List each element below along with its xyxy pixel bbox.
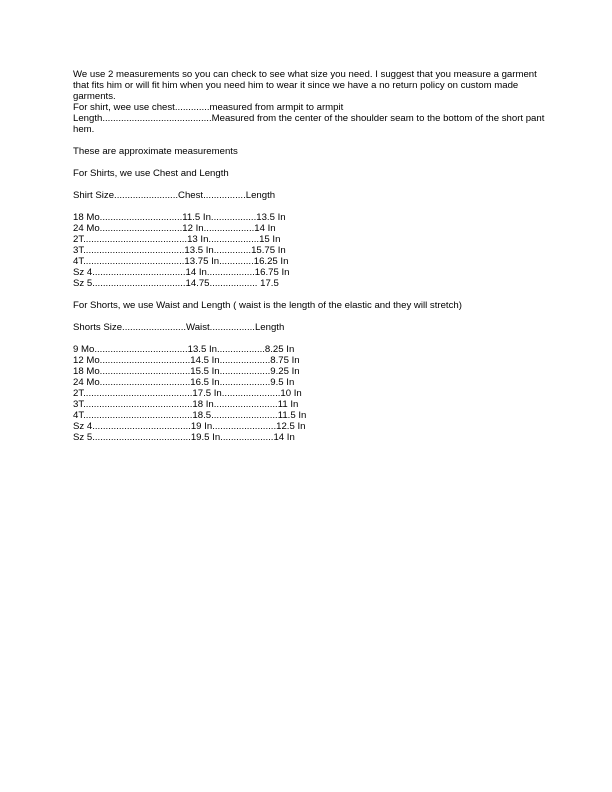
shirt-definition: For shirt, wee use chest.............measured from armpit to armpit (73, 102, 344, 113)
table-row: 2T.........................................17.5 In......................10 In (73, 388, 302, 399)
table-row: 3T.........................................18 In........................11 In (73, 399, 299, 410)
document-page (73, 69, 553, 443)
table-row: 9 Mo...................................13.5 In..................8.25 In (73, 344, 295, 355)
intro-paragraph: We use 2 measurements so you can check to see what size you need. I suggest that you measure a garment that fits him or will fit him when you need him to wear it since we have a no return policy on custom made garments. (73, 69, 537, 102)
table-row: 3T......................................13.5 In..............15.75 In (73, 245, 286, 256)
table-row: Sz 4...................................14 In..................16.75 In (73, 267, 290, 278)
table-row: 18 Mo...............................11.5 In.................13.5 In (73, 212, 286, 223)
table-row: 24 Mo..................................16.5 In...................9.5 In (73, 377, 295, 388)
shorts-header: Shorts Size........................Waist.................Length (73, 322, 285, 333)
table-row: 24 Mo...............................12 In...................14 In (73, 223, 276, 234)
table-row: 12 Mo..................................14.5 In...................8.75 In (73, 355, 300, 366)
length-definition: Length.........................................Measured from the center of the shoulder seam to the bottom of the short pant hem. (73, 113, 545, 135)
table-row: 4T.........................................18.5.........................11.5 In (73, 410, 307, 421)
table-row: Sz 5.....................................19.5 In....................14 In (73, 432, 295, 443)
shirts-header: Shirt Size........................Chest................Length (73, 190, 276, 201)
approx-note: These are approximate measurements (73, 146, 238, 157)
table-row: 2T.......................................13 In...................15 In (73, 234, 281, 245)
shorts-intro: For Shorts, we use Waist and Length ( waist is the length of the elastic and they will stretch) (73, 300, 462, 311)
shirts-table (73, 212, 553, 289)
table-row: 4T......................................13.75 In.............16.25 In (73, 256, 289, 267)
shorts-table (73, 344, 553, 443)
shirts-intro: For Shirts, we use Chest and Length (73, 168, 229, 179)
table-row: Sz 4.....................................19 In........................12.5 In (73, 421, 306, 432)
table-row: Sz 5...................................14.75.................. 17.5 (73, 278, 279, 289)
table-row: 18 Mo..................................15.5 In...................9.25 In (73, 366, 300, 377)
